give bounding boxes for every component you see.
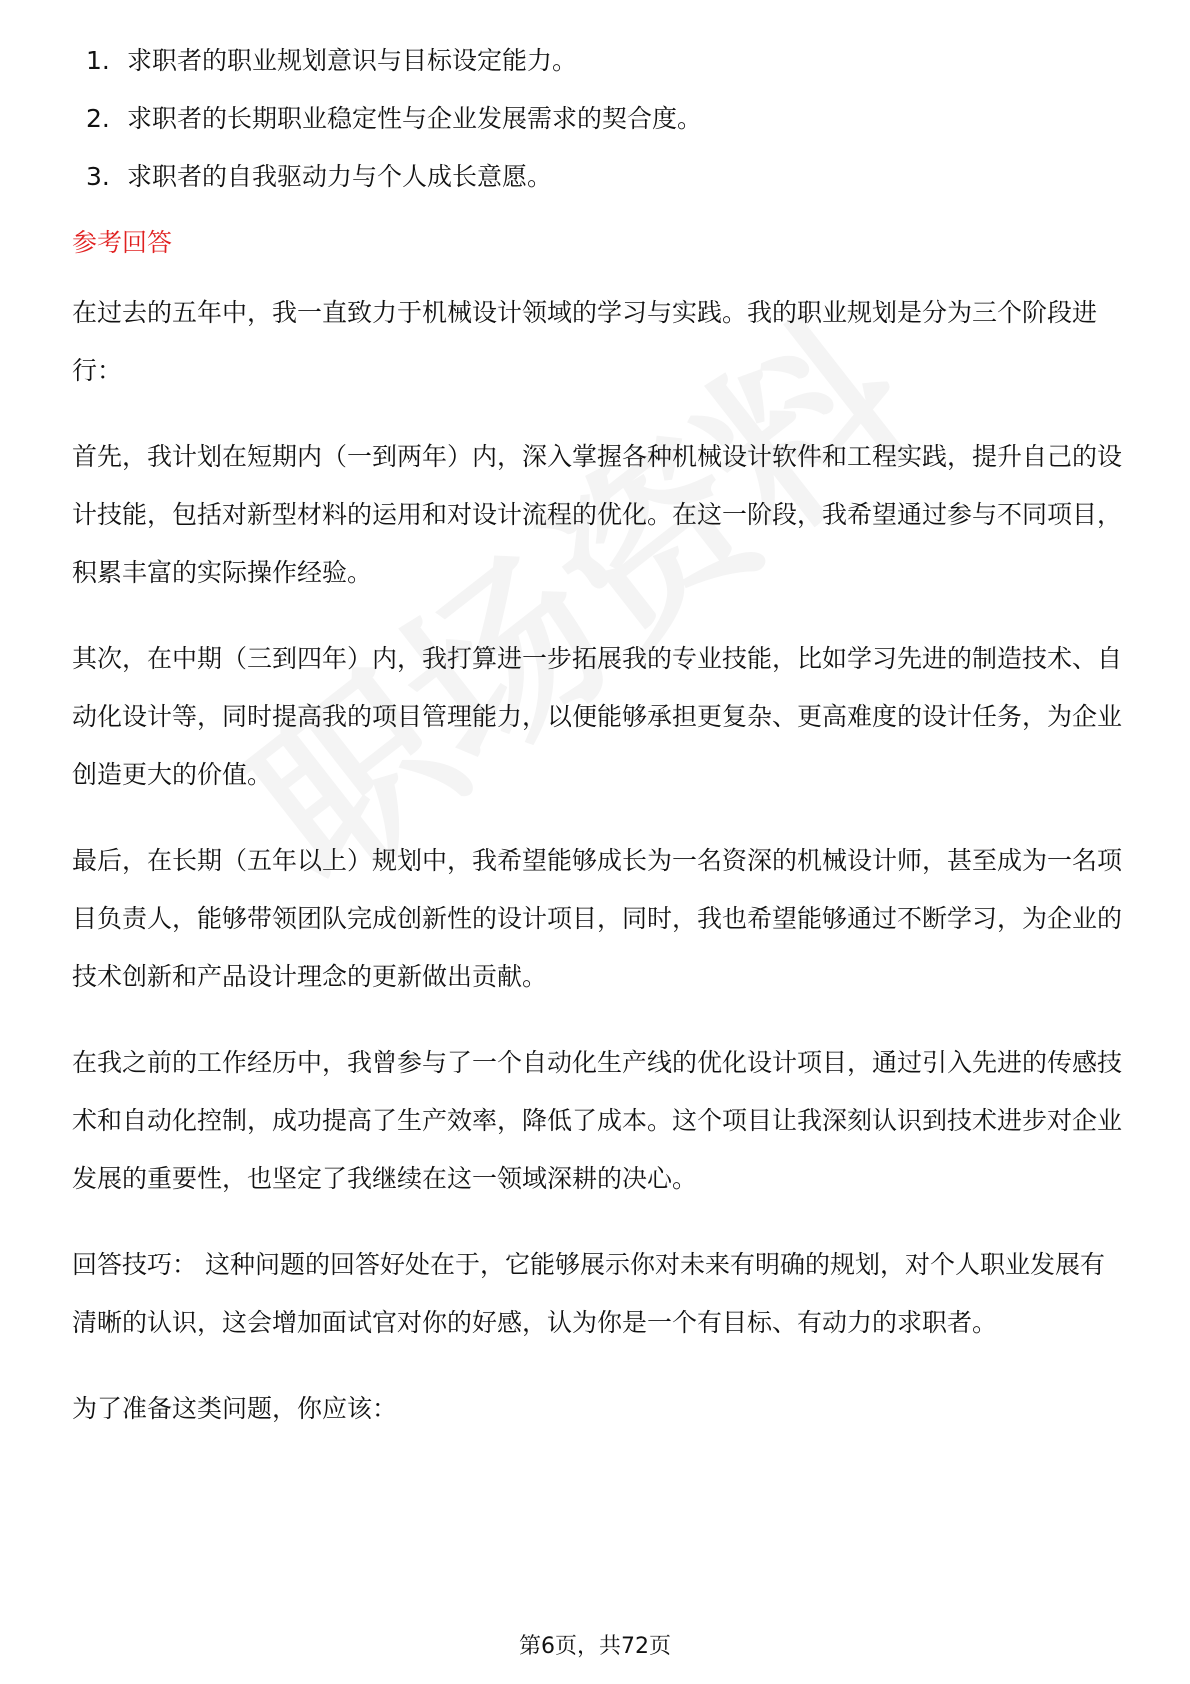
list-item-text: 求职者的职业规划意识与目标设定能力。	[127, 46, 578, 75]
paragraph: 在我之前的工作经历中，我曾参与了一个自动化生产线的优化设计项目，通过引入先进的传感技术和自动化控制，成功提高了生产效率，降低了成本。这个项目让我深刻认识到技术进步对企业发展的重要性，也坚定了我继续在这一领域深耕的决心。	[72, 1048, 1123, 1193]
section-heading: 参考回答	[72, 228, 173, 257]
list-item-number: 3.	[86, 162, 110, 191]
page-content	[72, 32, 1122, 1438]
list-item	[72, 148, 1122, 206]
list-item-text: 求职者的长期职业稳定性与企业发展需求的契合度。	[127, 104, 703, 133]
paragraph: 在过去的五年中，我一直致力于机械设计领域的学习与实践。我的职业规划是分为三个阶段进行：	[72, 298, 1098, 385]
list-item-number: 2.	[86, 104, 110, 133]
list-item	[72, 32, 1122, 90]
list-item-number: 1.	[86, 46, 110, 75]
paragraph: 最后，在长期（五年以上）规划中，我希望能够成长为一名资深的机械设计师，甚至成为一名项目负责人，能够带领团队完成创新性的设计项目，同时，我也希望能够通过不断学习，为企业的技术创新和产品设计理念的更新做出贡献。	[72, 846, 1123, 991]
list-item-text: 求职者的自我驱动力与个人成长意愿。	[127, 162, 553, 191]
answer-tip-paragraph: 回答技巧： 这种问题的回答好处在于，它能够展示你对未来有明确的规划，对个人职业发展有清晰的认识，这会增加面试官对你的好感，认为你是一个有目标、有动力的求职者。	[72, 1250, 1105, 1337]
list-item	[72, 90, 1122, 148]
paragraph: 为了准备这类问题，你应该：	[72, 1394, 398, 1423]
paragraph: 首先，我计划在短期内（一到两年）内，深入掌握各种机械设计软件和工程实践，提升自己的设计技能，包括对新型材料的运用和对设计流程的优化。在这一阶段，我希望通过参与不同项目，积累丰富的实际操作经验。	[72, 442, 1123, 587]
page-number: 第6页，共72页	[519, 1634, 671, 1659]
paragraph: 其次，在中期（三到四年）内，我打算进一步拓展我的专业技能，比如学习先进的制造技术、自动化设计等，同时提高我的项目管理能力，以便能够承担更复杂、更高难度的设计任务，为企业创造更大的价值。	[72, 644, 1123, 789]
criteria-list	[72, 32, 1122, 206]
